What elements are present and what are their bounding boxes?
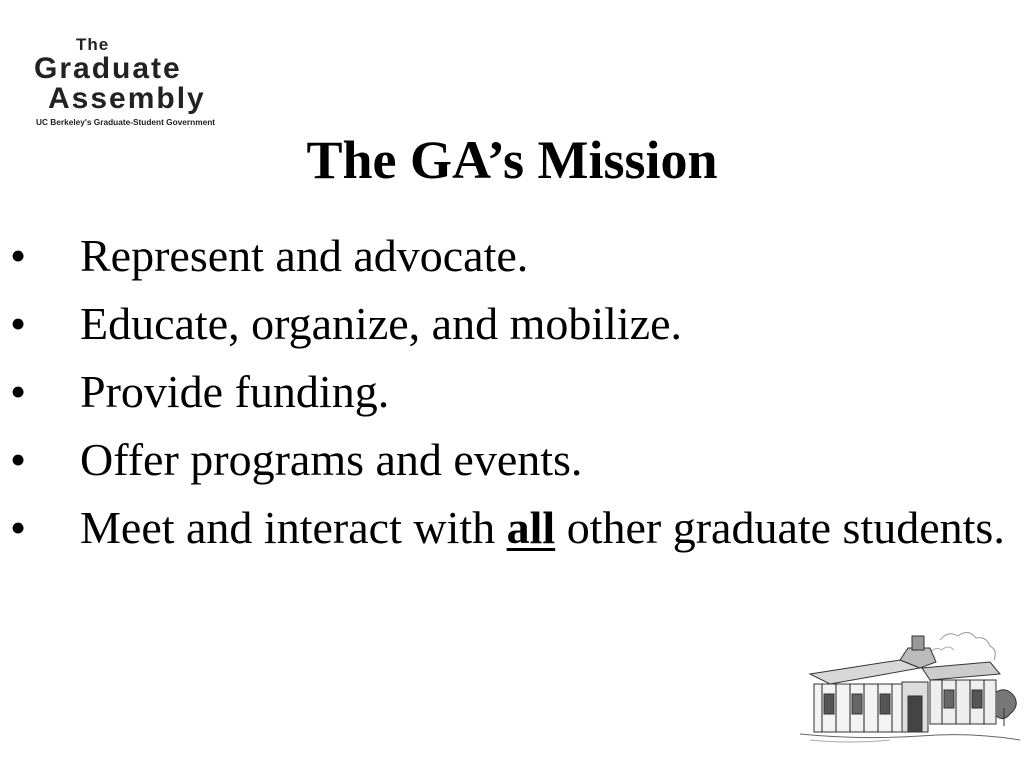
bullet-icon: •	[10, 366, 27, 417]
graduate-assembly-logo	[30, 34, 280, 129]
bullet-text: Educate, organize, and mobilize.	[80, 298, 683, 349]
bullet-icon: •	[10, 502, 27, 553]
logo-tagline: UC Berkeley's Graduate-Student Government	[36, 117, 216, 127]
list-item	[0, 500, 1010, 556]
bullet-text-before: Meet and interact with	[80, 502, 507, 553]
logo-line-the: The	[76, 35, 110, 54]
bullet-emphasis: all	[506, 502, 556, 553]
building-sketch-icon	[790, 622, 1022, 762]
bullet-text: Represent and advocate.	[80, 230, 529, 281]
bullet-text-after: other graduate students.	[555, 502, 1005, 553]
mission-list	[0, 228, 1010, 568]
list-item	[0, 228, 1010, 284]
slide-title: The GA’s Mission	[306, 130, 718, 190]
bullet-text: Offer programs and events.	[80, 434, 583, 485]
bullet-icon: •	[10, 434, 27, 485]
list-item	[0, 432, 1010, 488]
bullet-icon: •	[10, 230, 27, 281]
bullet-icon: •	[10, 298, 27, 349]
bullet-text: Provide funding.	[80, 366, 390, 417]
logo-line-graduate: Graduate	[34, 52, 182, 85]
logo-line-assembly: Assembly	[48, 82, 206, 115]
list-item	[0, 364, 1010, 420]
list-item	[0, 296, 1010, 352]
